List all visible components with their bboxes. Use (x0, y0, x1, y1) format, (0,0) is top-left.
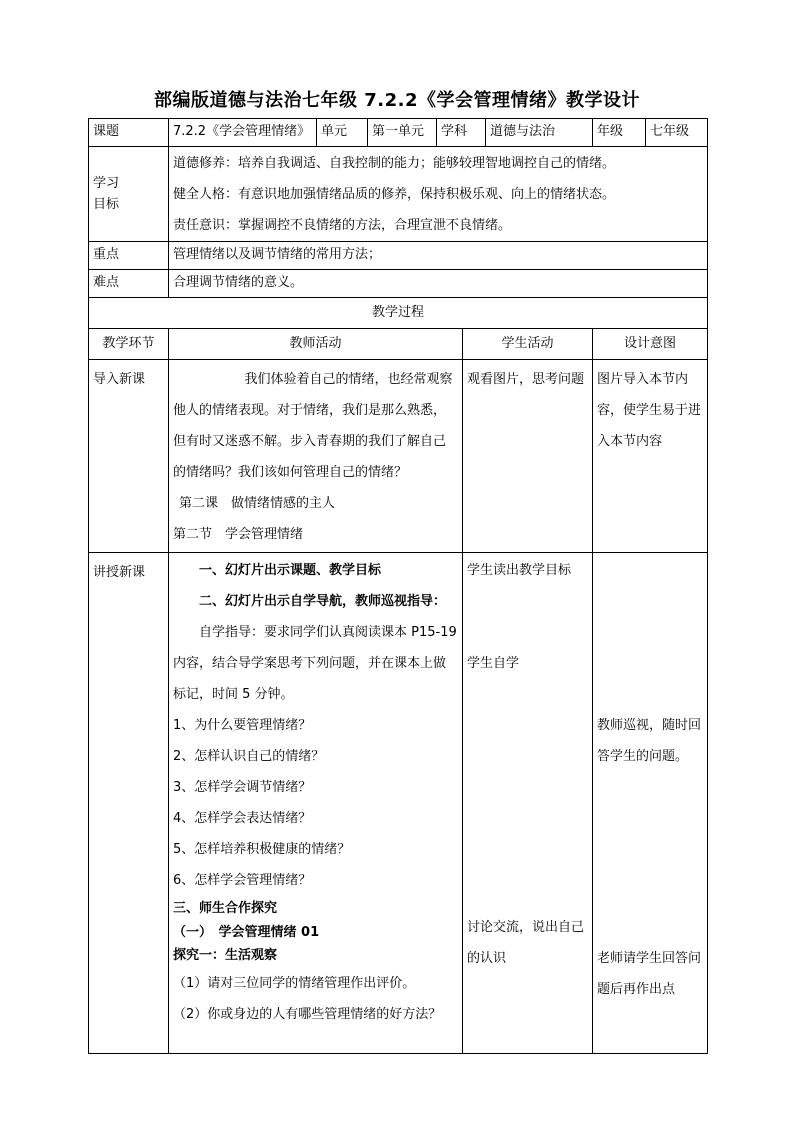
process-header: 教学过程 (89, 298, 708, 329)
goal-line: 责任意识：掌握调控不良情绪的方法，合理宣泄不良情绪。 (173, 217, 512, 233)
teacher-item: 一、幻灯片出示课题、教学目标 (199, 563, 382, 578)
column-header-row (89, 329, 708, 360)
teacher-item: 自学指导：要求同学们认真阅读课本 P15-19 内容，结合导学案思考下列问题，并在课本上做标记，时间 5 分钟。 (173, 625, 457, 702)
grade-value: 七年级 (646, 119, 708, 147)
student-item: 学生读出教学目标 (467, 563, 572, 578)
unit-label: 单元 (317, 119, 368, 147)
subject-value: 道德与法治 (486, 119, 593, 147)
lesson-plan-table (88, 118, 708, 1054)
student-item: 讨论交流，说出自己的认识 (467, 920, 585, 966)
key-point-value: 管理情绪以及调节情绪的常用方法； (169, 242, 708, 270)
grade-label: 年级 (593, 119, 646, 147)
teacher-cell (169, 360, 463, 553)
goal-line: 道德修养：培养自我调适、自我控制的能力；能够较理智地调控自己的情绪。 (173, 155, 616, 171)
col-intent: 设计意图 (593, 329, 708, 360)
stage-cell: 导入新课 (89, 360, 169, 553)
intent-item: 教师巡视，随时回答学生的问题。 (597, 718, 702, 764)
teacher-item: 二、幻灯片出示自学导航，教师巡视指导： (199, 594, 447, 609)
teacher-cell (169, 553, 463, 1054)
student-item: 学生自学 (467, 656, 520, 671)
document-title: 部编版道德与法治七年级 7.2.2《学会管理情绪》教学设计 (153, 90, 640, 111)
teacher-text: 我们体验着自己的情绪，也经常观察他人的情绪表现。对于情绪，我们是那么熟悉，但有时又迷惑不解。步入青春期的我们了解自己的情绪吗？我们该如何管理自己的情绪？ (173, 372, 453, 480)
difficulty-row (89, 270, 708, 298)
goals-content (169, 147, 708, 242)
goals-row (89, 147, 708, 242)
teacher-item: （一） 学会管理情绪 01 (173, 925, 320, 940)
teacher-item: 探究一：生活观察 (173, 948, 278, 963)
teacher-item: 三、师生合作探究 (173, 901, 278, 916)
difficulty-label: 难点 (89, 270, 169, 298)
difficulty-value: 合理调节情绪的意义。 (169, 270, 708, 298)
lesson-value: 7.2.2《学会管理情绪》 (169, 119, 317, 147)
col-teacher: 教师活动 (169, 329, 463, 360)
intent-cell: 图片导入本节内容，使学生易于进入本节内容 (593, 360, 708, 553)
key-point-row (89, 242, 708, 270)
process-header-row (89, 298, 708, 329)
key-point-label: 重点 (89, 242, 169, 270)
intent-item: 老师请学生回答问题后再作出点 (597, 951, 702, 997)
col-stage: 教学环节 (89, 329, 169, 360)
student-cell (463, 553, 593, 1054)
teacher-text: 第二课 做情绪情感的主人 (179, 496, 336, 511)
teacher-item: 5、怎样培养积极健康的情绪？ (173, 842, 351, 857)
goal-line: 健全人格：有意识地加强情绪品质的修养，保持积极乐观、向上的情绪状态。 (173, 186, 616, 202)
stage-cell: 讲授新课 (89, 553, 169, 1054)
table-row (89, 360, 708, 553)
student-cell: 观看图片，思考问题 (463, 360, 593, 553)
teacher-item: 6、怎样学会管理情绪？ (173, 873, 312, 888)
table-row (89, 553, 708, 1054)
teacher-text: 第二节 学会管理情绪 (173, 527, 304, 542)
subject-label: 学科 (437, 119, 486, 147)
intent-cell (593, 553, 708, 1054)
lesson-label: 课题 (89, 119, 169, 147)
info-row (89, 119, 708, 147)
teacher-item: （1）请对三位同学的情绪管理作出评价。 (173, 976, 416, 991)
col-student: 学生活动 (463, 329, 593, 360)
unit-value: 第一单元 (368, 119, 437, 147)
teacher-item: 1、为什么要管理情绪？ (173, 718, 312, 733)
teacher-item: 3、怎样学会调节情绪？ (173, 780, 312, 795)
teacher-item: 4、怎样学会表达情绪？ (173, 811, 312, 826)
goals-label: 学习目标 (89, 147, 169, 242)
teacher-item: （2）你或身边的人有哪些管理情绪的好方法？ (173, 1007, 442, 1022)
teacher-item: 2、怎样认识自己的情绪？ (173, 749, 325, 764)
